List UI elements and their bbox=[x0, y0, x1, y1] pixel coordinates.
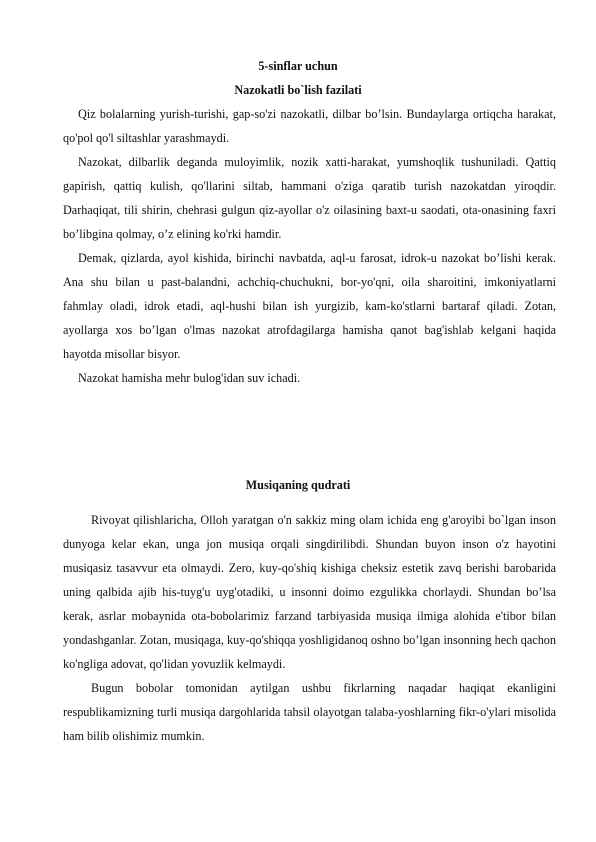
section1-paragraph-1: Qiz bolalarning yurish-turishi, gap-so'zi nazokatli, dilbar bo’lsin. Bundaylarga ortiqcha harakat, qo'pol qo'l siltashlar yarashmaydi. bbox=[63, 107, 556, 145]
section2-paragraph-2: Bugun bobolar tomonidan aytilgan ushbu fikrlarning naqadar haqiqat ekanligini respublikamizning turli musiqa dargohlarida tahsil olayotgan talaba-yoshlarning fikr-o'ylari misolida ham bilib olishimiz mumkin. bbox=[63, 681, 556, 743]
section2-body bbox=[63, 508, 556, 748]
section1-paragraph-4: Nazokat hamisha mehr bulog'idan suv ichadi. bbox=[78, 371, 301, 385]
section2-paragraph-1: Rivoyat qilishlaricha, Olloh yaratgan o'n sakkiz ming olam ichida eng g'aroyibi bo`lgan inson dunyoga kelar ekan, unga jon musiqa orqali singdirilibdi. Shundan buyon inson o'z hayotini musiqasiz tasavvur eta olmaydi. Zero, kuy-qo'shiq kishiga cheksiz estetik zavq berishi barobarida uning qalbida ajib his-tuyg'u uyg'otadiki, u insonni doimo ezgulikka chorlaydi. Shundan bo’lsa kerak, asrlar mobaynida ota-bobolarimiz farzand tarbiyasida musiqa ilmiga alohida e'tibor bilan yondashganlar. Zotan, musiqaga, kuy-qo'shiqqa yoshligidanoq oshno bo’lgan insonning hech qachon ko'ngliga adovat, qo'lidan yovuzlik kelmaydi. bbox=[63, 513, 556, 671]
section2-title: Musiqaning qudrati bbox=[245, 478, 351, 492]
section1-title: Nazokatli bo`lish fazilati bbox=[234, 83, 362, 97]
section1-paragraph-2: Nazokat, dilbarlik deganda muloyimlik, nozik xatti-harakat, yumshoqlik tushuniladi. Qattiq gapirish, qattiq kulish, qo'llarini siltab, hammani o'ziga qaratib turish nazokatdan yiroqdir. Darhaqiqat, tili shirin, chehrasi gulgun qiz-ayollar o'z oilasining baxt-u saodati, ota-onasining faxri bo’libgina qolmay, o’z elining ko'rki hamdir. bbox=[63, 155, 556, 241]
section1-paragraph-3: Demak, qizlarda, ayol kishida, birinchi navbatda, aql-u farosat, idrok-u nazokat bo’lishi kerak. Ana shu bilan u past-balandni, achchiq-chuchukni, bor-yo'qni, oila sharoitini, imkoniyatlarni fahmlay oladi, idrok etadi, aql-hushi bilan ish yurgizib, kam-ko'stlarni bartaraf qiladi. Zotan, ayollarga xos bo’lgan o'lmas nazokat atrofdagilarga hamisha qanot bag'ishlab kelgani haqida hayotda misollar bisyor. bbox=[63, 251, 556, 361]
grade-subtitle: 5-sinflar uchun bbox=[258, 59, 338, 73]
section1-body bbox=[63, 102, 556, 390]
